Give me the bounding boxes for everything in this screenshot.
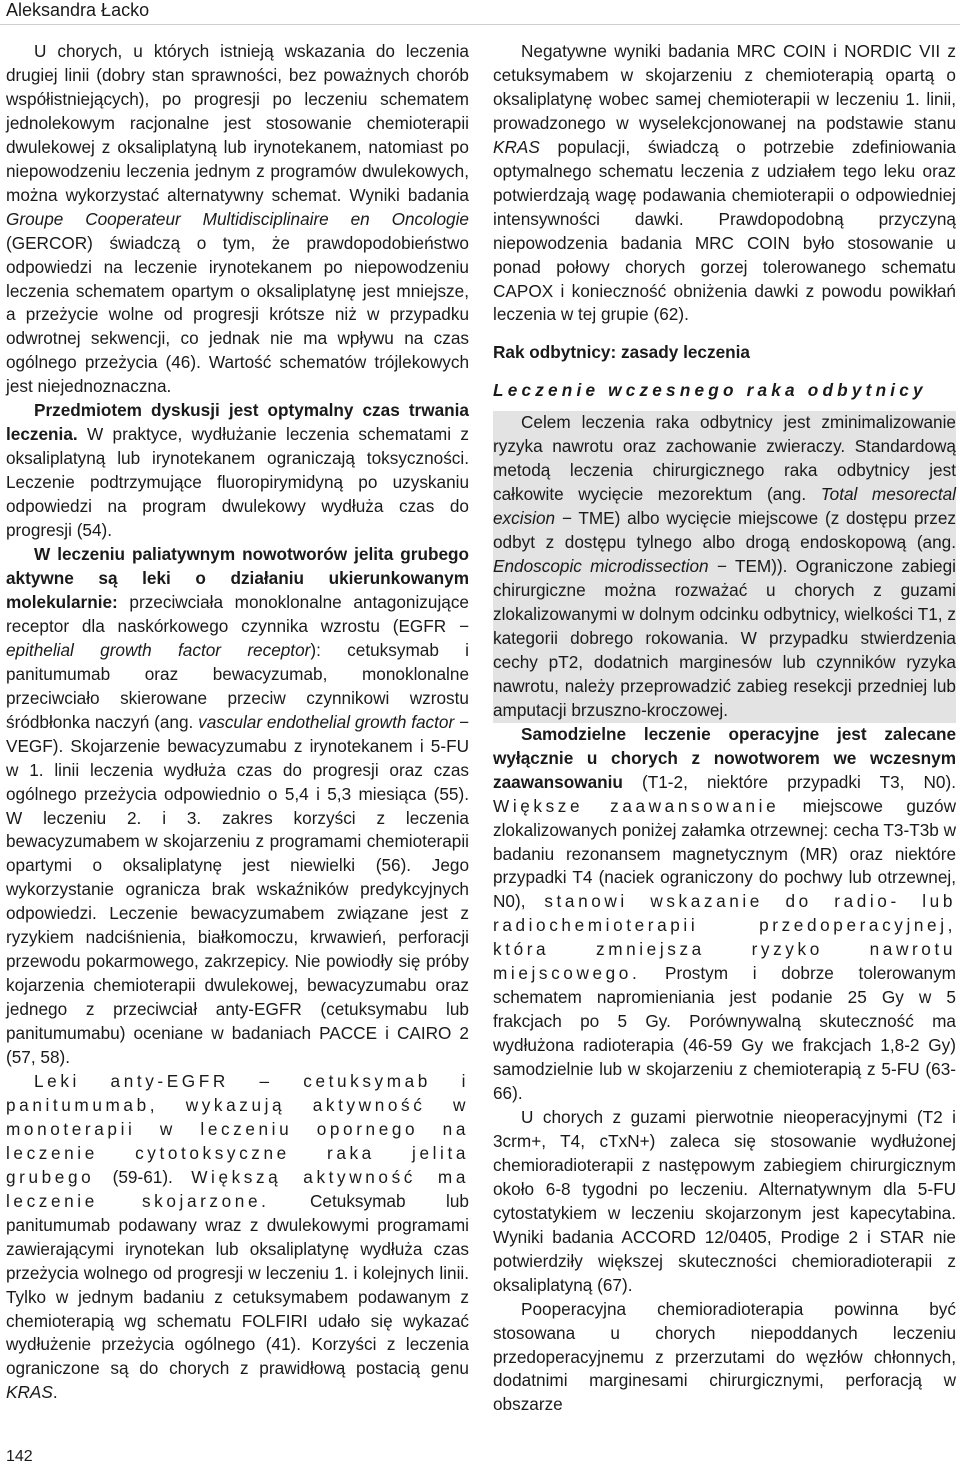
text-run: Negatywne wyniki badania MRC COIN i NORDIC VII z cetuksymabem w skojarzeniu z chemioterapią opartą o oksaliplatynę wobec samej chemioterapii w leczeniu 1. linii, prowadzonego w wyselekcjonowanej na podstawie stanu	[493, 41, 956, 133]
italic-run: epithelial growth factor receptor	[6, 639, 311, 660]
text-run: U chorych, u których istnieją wskazania do leczenia drugiej linii (dobry stan sprawności, bez poważnych chorób współistniejących), po progresji po leczeniu schematem jednolekowym racjonalne jest stosowanie chemioterapii dwulekowej z oksaliplatyną lub irynotekanem, natomiast po niepowodzeniu leczenia jednym z programów dwulekowych, można wykorzystać alternatywny schemat. Wyniki badania	[6, 41, 469, 205]
paragraph-negative-results	[493, 40, 956, 327]
text-run: Cetuksymab lub panitumumab podawany wraz z dwulekowymi programami zawierającymi irynotekan lub oksaliplatynę wydłuża czas przeżycia wolnego od progresji w leczeniu 1. i kolejnych linii. Tylko w jednym badaniu z cetuksymabem podawanym z chemioterapią wg schematu FOLFIRI udało się wykazać wydłużenie przeżycia ogólnego (41). Korzyści z leczenia ograniczone są do chorych z prawidłową postacią genu	[6, 1190, 469, 1379]
section-heading: Rak odbytnicy: zasady leczenia	[493, 342, 750, 363]
text-run: (T1-2, niektóre przypadki T3, N0).	[622, 771, 956, 792]
page-number: 142	[6, 1448, 33, 1465]
bold-run: Przedmiotem dyskusji jest optymalny czas trwania leczenia.	[6, 400, 469, 445]
text-run: − VEGF). Skojarzenie bewacyzumabu z irynotekanem i 5-FU w 1. linii leczenia wydłuża czas do progresji oraz czas ogólnego przeżycia odpowiednio o 5,4 i 5,3 miesiąca (55). W leczeniu 2. i 3. zakres korzyści z leczenia bewacyzumabem w skojarzeniu z programami chemioterapii opartymi o oksaliplatynę jest niewielki (56). Jego wykorzystanie ogranicza brak wskaźników predykcyjnych odpowiedzi. Leczenie bewacyzumabem związane jest z ryzykiem nadciśnienia, białkomoczu, krwawień, perforacji przewodu pokarmowego, zakrzepicy. Nie powiodły się próby kojarzenia chemioterapii dwulekowej, bewacyzumabu oraz jednego z przeciwciał anty-EGFR (cetuksymabu lub panitumumabu) oceniane w badaniach PACCE i CAIRO 2 (57, 58).	[6, 711, 470, 1068]
paragraph-anti-egfr	[6, 1070, 469, 1405]
text-run: Prostym i dobrze tolerowanym schematem napromieniania jest podanie 25 Gy w 5 frakcjach po 5 Gy. Porównywalną skuteczność ma wydłużona radioterapia (46-59 Gy we frakcjach 1,8-2 Gy) samodzielnie lub w skojarzeniu z chemioterapią z 5-FU (63-66).	[493, 963, 956, 1104]
text-run: − TEM)). Ograniczone zabiegi chirurgiczne można rozważać u chorych z guzami zlokalizowanymi w dolnym odcinku odbytnicy, wielkości T1, z kategorii dobrego rokowania. W przypadku stwierdzenia cechy pT2, dodatnich marginesów lub czynników ryzyka nawrotu, należy przeprowadzić zabieg resekcji przedniej lub amputacji brzuszno-kroczowej.	[493, 556, 956, 720]
paragraph-surgery	[493, 723, 956, 1106]
italic-run: Total mesorectal excision	[493, 484, 956, 529]
italic-run: KRAS	[6, 1382, 53, 1403]
text-run: ): cetuksymab i panitumumab oraz bewacyzumab, monoklonalne przeciwciało skierowane przeciw czynnikowi wzrostu śródbłonka naczyń (ang.	[6, 639, 469, 732]
text-run: − TME) albo wycięcie miejscowe (z dostępu przez odbyt z dostępu tylnego albo drogą endoskopową (ang.	[493, 508, 956, 553]
italic-run: Groupe Cooperateur Multidisciplinaire en Oncologie	[6, 208, 469, 229]
text-run: miejscowe guzów zlokalizowanych poniżej załamka otrzewnej: cecha T3-T3b w badaniu rezonansem magnetycznym (MR) oraz niektóre przypadki T4 (naciek ograniczony do pochwy lub otrzewnej, N0),	[493, 795, 957, 912]
text-run: W praktyce, wydłużanie leczenia schematami z oksaliplatyną lub irynotekanem ograniczają toksyczności. Leczenie podtrzymujące fluoropirymidyną po uzyskaniu odpowiedzi na program dwulekowy wydłuża czas do progresji (54).	[6, 424, 469, 541]
italic-run: KRAS	[493, 136, 540, 157]
header-rule	[0, 24, 960, 25]
paragraph-shaded-goal	[493, 411, 956, 722]
paragraph-targeted	[6, 543, 469, 1070]
text-run: populacji, świadczą o potrzebie zdefiniowania optymalnego schematu leczenia z udziałem tego leku oraz potwierdzają wagę podawania chemioterapii o odpowiedniej intensywności dawki. Prawdopodobną przyczyną niepowodzenia badania MRC COIN było stosowanie u ponad połowy chorych gorzej tolerowanego schematu CAPOX i konieczność obniżenia dawki z powodu powikłań leczenia w tej grupie (62).	[493, 136, 956, 325]
right-column	[493, 40, 956, 1417]
paragraph-duration	[6, 399, 469, 543]
spaced-run: Większą aktywność ma leczenie skojarzone.	[6, 1166, 469, 1211]
paragraph-second-line	[6, 40, 469, 399]
left-column	[6, 40, 469, 1405]
spaced-run: Leki anty-EGFR – cetuksymab i panitumumab, wykazują aktywność w monoterapii w leczeniu opornego na leczenie cytotoksyczne raka jelita grubego	[6, 1070, 469, 1187]
italic-run: vascular endothelial growth factor	[198, 711, 455, 732]
text-run: przeciwciała monoklonalne antagonizujące receptor dla naskórkowego czynnika wzrostu (EGFR −	[6, 591, 469, 636]
text-run: .	[52, 1382, 58, 1403]
paragraph-postoperative: Pooperacyjna chemioradioterapia powinna być stosowana u chorych niepoddanych leczeniu przedoperacyjnemu z przerzutami do węzłów chłonnych, dodatnimi marginesami chirurgicznymi, perforacją w obszarze	[493, 1298, 956, 1415]
paragraph-inoperable: U chorych z guzami pierwotnie nieoperacyjnymi (T2 i 3crm+, T4, cTxN+) zaleca się stosowanie wydłużonej chemioradioterapii z następowym zabiegiem chirurgicznym około 6-8 tygodni po leczeniu. Alternatywnym dla 5-FU cytostatykiem w leczeniu skojarzonym jest kapecytabina. Wyniki badania ACCORD 12/0405, Prodige 2 i STAR nie potwierdziły większej skuteczności chemioradioterapii z oksaliplatyną (67).	[493, 1106, 956, 1295]
spaced-run: Większe zaawansowanie	[493, 795, 780, 816]
italic-run: Endoscopic microdissection	[493, 556, 709, 577]
subsection-heading: Leczenie wczesnego raka odbytnicy	[493, 380, 927, 401]
text-run: (59-61).	[94, 1166, 192, 1187]
bold-run: Samodzielne leczenie operacyjne jest zalecane wyłącznie u chorych z nowotworem we wczesnym zaawansowaniu	[493, 723, 956, 792]
bold-run: W leczeniu paliatywnym nowotworów jelita grubego aktywne są leki o działaniu ukierunkowanym molekularnie:	[6, 544, 469, 612]
text-run: Celem leczenia raka odbytnicy jest zminimalizowanie ryzyka nawrotu oraz zachowanie zwieraczy. Standardową metodą leczenia chirurgicznego raka odbytnicy jest całkowite wycięcie mezorektum (ang.	[493, 412, 956, 505]
spaced-run: stanowi wskazanie do radio- lub radiochemioterapii przedoperacyjnej, która zmniejsza ryzyko nawrotu miejscowego.	[493, 891, 956, 984]
text-run: (GERCOR) świadczą o tym, że prawdopodobieństwo odpowiedzi na leczenie irynotekanem po niepowodzeniu leczenia schematem opartym o oksaliplatynę jest mniejsze, a przeżycie wolne od progresji krótsze niż w przypadku odwrotnej sekwencji, co jednak nie ma wpływu na czas ogólnego przeżycia (46). Wartość schematów trójlekowych jest niejednoznaczna.	[6, 232, 469, 397]
running-header-author: Aleksandra Łacko	[6, 0, 150, 20]
